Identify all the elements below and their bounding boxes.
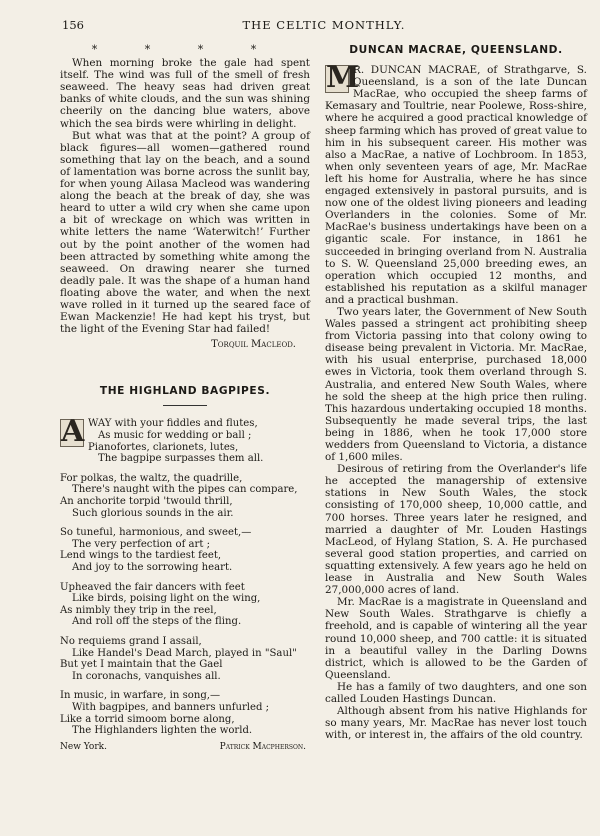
story-author: Torquil Macleod.	[211, 339, 296, 351]
poem-footer	[60, 741, 310, 753]
poem-line: In music, in warfare, in song,—	[60, 690, 221, 702]
poem-line: Upheaved the fair dancers with feet	[60, 581, 245, 593]
running-title: THE CELTIC MONTHLY.	[242, 18, 406, 32]
poem-line: No requiems grand I assail,	[60, 635, 202, 647]
poem-line: And joy to the sorrowing heart.	[72, 561, 233, 573]
poem-line: In coronachs, vanquishes all.	[72, 670, 221, 682]
poem-stanza	[60, 527, 310, 573]
section-break-stars: * * * *	[91, 43, 279, 56]
poem-line: But yet I maintain that the Gael	[60, 659, 223, 671]
story-paragraph: But what was that at the point? A group of black figures—all women—gathered round something that lay on the beach, and a sound of lamentation was borne across the sunlit bay, for when young Ailasa Macleod was wandering along the beach at the break of day, she was heard to utter a wild cry when she came upon a bit of wreckage on which was written in white letters the name ‘Waterwitch!’ Further out by the point another of the women had been attracted by something white among the seaweed. On drawing nearer she turned deadly pale. It was the shape of a human hand floating above the water, and when the next wave rolled in it turned up the seared face of Ewan Mackenzie! He had kept his tryst, but the light of the Evening Star had failed!	[60, 129, 310, 336]
page-number: 156	[62, 18, 84, 32]
poem-line: Like birds, poising light on the wing,	[72, 593, 261, 605]
poem-stanza	[60, 582, 310, 628]
article-heading: DUNCAN MACRAE, QUEENSLAND.	[349, 44, 563, 56]
poem	[60, 414, 310, 737]
poem-line: As nimbly they trip in the reel,	[60, 604, 217, 616]
poem-line: The very perfection of art ;	[72, 538, 211, 550]
poem-stanza	[60, 636, 310, 682]
poem-line: With bagpipes, and banners unfurled ;	[72, 701, 270, 713]
poem-place: New York.	[60, 741, 107, 752]
poem-line: Pianofortes, clarionets, lutes,	[88, 441, 239, 453]
poem-stanza	[60, 414, 310, 465]
poem-title: THE HIGHLAND BAGPIPES.	[99, 385, 271, 398]
running-header	[62, 18, 586, 36]
article-dropcap: M	[326, 60, 360, 96]
poem-line: WAY with your fiddles and flutes,	[88, 418, 258, 430]
poem-line: Such glorious sounds in the air.	[72, 507, 234, 519]
article-paragraph: Mr. MacRae is a magistrate in Queensland and New South Wales. Strathgarve is chiefly a freehold, and is capable of wintering all the year round 10,000 sheep, and 700 cattle: it is situated in a beautiful valley in the Darling Downs district, which is allowed to be the Garden of Queensland.	[325, 596, 587, 681]
poem-line: And roll off the steps of the fling.	[72, 616, 242, 628]
poem-line: An anchorite torpid 'twould thrill,	[60, 496, 233, 507]
left-column	[60, 44, 310, 753]
poem-line: Like Handel's Dead March, played in "Saul"	[72, 647, 297, 659]
poem-dropcap: A	[61, 414, 85, 450]
article-opening-text: R. DUNCAN MACRAE, of Strathgarve, S. Queensland, is a son of the late Duncan MacRae, who occupied the sheep farms of Kemasary and Toultrie, near Poolewe, Ross-shire, where he acquired a good practical knowledge of sheep farming which has proved of great value to him in his subsequent career. His mother was also a MacRae, a native of Lochbroom. In 1853, when only seventeen years of age, Mr. MacRae left his home for Australia, where he has since engaged extensively in pastoral pursuits, and is now one of the oldest living pioneers and leading Overlanders in the colonies. Some of Mr. MacRae's business undertakings have been on a gigantic scale. For instance, in 1861 he succeeded in bringing overland from N. Australia to S. W. Queensland 25,000 breeding ewes, an operation which occupied 12 months, and established his reputation as a skilful manager and a practical bushman.	[325, 64, 588, 306]
poem-line: Lend wings to the tardiest feet,	[60, 550, 222, 562]
poem-author: Patrick Macpherson.	[219, 741, 306, 752]
article-paragraph: Two years later, the Government of New South Wales passed a stringent act prohibiting sheep from Victoria passing into that colony owing to disease being prevalent in Victoria. Mr. MacRae, with his usual enterprise, purchased 18,000 ewes in Victoria, took them overland through S. Australia, and entered New South Wales, where he sold the sheep at the high price then ruling. This hazardous undertaking occupied 18 months. Subsequently he made several trips, the last being in 1886, when he took 17,000 store wedders from Queensland to Victoria, a distance of 1,600 miles.	[325, 305, 587, 464]
story-paragraph: When morning broke the gale had spent itself. The wind was full of the smell of fresh seaweed. The heavy seas had driven great banks of white clouds, and the sun was shining cheerily on the dancing blue waters, above which the sea birds were whirling in delight.	[60, 57, 310, 130]
poem-line: The bagpipe surpasses them all.	[98, 453, 264, 465]
right-column	[325, 44, 587, 741]
poem-line: So tuneful, harmonious, and sweet,—	[60, 527, 252, 539]
poem-line: As music for wedding or ball ;	[98, 430, 252, 442]
poem-stanza	[60, 690, 310, 736]
article-paragraph	[325, 60, 588, 306]
poem-line: The Highlanders lighten the world.	[72, 725, 253, 737]
poem-line: For polkas, the waltz, the quadrille,	[60, 472, 243, 484]
poem-stanza	[60, 473, 310, 519]
poem-line: Like a torrid simoom borne along,	[60, 713, 235, 725]
article-paragraph: Although absent from his native Highlands for so many years, Mr. MacRae has never lost touch with, or interest in, the affairs of the old country.	[325, 705, 587, 742]
poem-line: There's naught with the pipes can compare,	[72, 484, 298, 496]
article-paragraph: Desirous of retiring from the Overlander's life he accepted the managership of extensive stations in New South Wales, the stock consisting of 170,000 sheep, 10,000 cattle, and 700 horses. Three years later he resigned, and married a daughter of Mr. Louden Hastings MacLeod, of Hylang Station, S. A. He purchased several good station properties, and carried on squatting extensively. A few years ago he held on lease in Australia and New South Wales 27,000,000 acres of land.	[325, 463, 587, 597]
article-paragraph: He has a family of two daughters, and one son called Louden Hastings Duncan.	[325, 680, 587, 705]
